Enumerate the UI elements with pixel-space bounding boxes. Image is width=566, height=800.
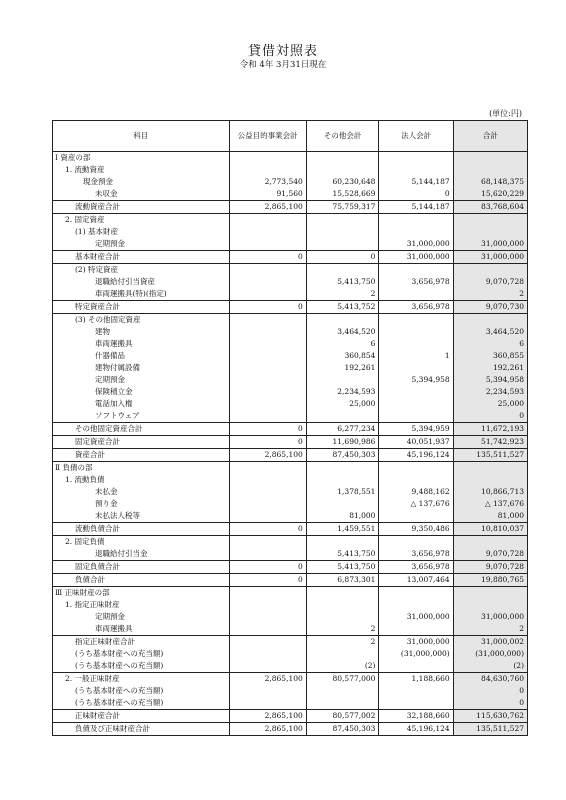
cell-public-purpose <box>229 362 306 374</box>
row-label: 建物 <box>53 326 230 338</box>
cell-public-purpose: 2,865,100 <box>229 710 306 723</box>
cell-corporate: 3,656,978 <box>379 561 453 574</box>
cell-corporate: 32,188,660 <box>379 710 453 723</box>
table-row <box>53 338 528 350</box>
cell-corporate <box>379 288 453 301</box>
cell-public-purpose <box>229 660 306 673</box>
row-label: その他固定資産合計 <box>53 423 230 436</box>
cell-public-purpose: 91,560 <box>229 188 306 201</box>
cell-other: 75,759,317 <box>306 201 379 214</box>
cell-public-purpose: 2,773,540 <box>229 176 306 188</box>
table-row <box>53 301 528 314</box>
cell-other: 80,577,002 <box>306 710 379 723</box>
row-label: 未払金 <box>53 486 230 498</box>
cell-total: 2,234,593 <box>453 386 527 398</box>
cell-total: 6 <box>453 338 527 350</box>
header-public-purpose: 公益目的事業会計 <box>229 121 306 152</box>
cell-total: 360,855 <box>453 350 527 362</box>
cell-total: 0 <box>453 685 527 697</box>
cell-other: 2 <box>306 623 379 636</box>
table-row <box>53 276 528 288</box>
row-label: 定期預金 <box>53 611 230 623</box>
cell-total: 84,630,760 <box>453 673 527 686</box>
cell-corporate <box>379 697 453 710</box>
table-row <box>53 238 528 251</box>
table-row <box>53 314 528 327</box>
cell-corporate: 31,000,000 <box>379 238 453 251</box>
table-row <box>53 386 528 398</box>
table-row <box>53 523 528 536</box>
cell-total: (2) <box>453 660 527 673</box>
row-label: 退職給付引当金 <box>53 548 230 561</box>
row-label: 負債及び正味財産合計 <box>53 723 230 736</box>
cell-corporate <box>379 599 453 611</box>
cell-corporate <box>379 587 453 600</box>
row-label: 電話加入権 <box>53 398 230 410</box>
cell-other <box>306 611 379 623</box>
cell-total: 10,810,037 <box>453 523 527 536</box>
table-row <box>53 398 528 410</box>
cell-total <box>453 587 527 600</box>
cell-corporate <box>379 362 453 374</box>
cell-other <box>306 498 379 510</box>
cell-corporate <box>379 152 453 165</box>
cell-public-purpose <box>229 486 306 498</box>
cell-corporate <box>379 314 453 327</box>
table-row <box>53 685 528 697</box>
cell-public-purpose <box>229 152 306 165</box>
table-row <box>53 611 528 623</box>
table-row <box>53 152 528 165</box>
cell-public-purpose <box>229 338 306 350</box>
table-row <box>53 201 528 214</box>
cell-total: 2 <box>453 623 527 636</box>
row-label: 2. 固定資産 <box>53 214 230 227</box>
row-label: 負債合計 <box>53 574 230 587</box>
cell-other: 60,230,648 <box>306 176 379 188</box>
table-row <box>53 214 528 227</box>
cell-other: 6,873,301 <box>306 574 379 587</box>
row-label: 2. 一般正味財産 <box>53 673 230 686</box>
cell-other <box>306 587 379 600</box>
cell-other: 5,413,750 <box>306 561 379 574</box>
cell-other <box>306 214 379 227</box>
cell-corporate <box>379 326 453 338</box>
cell-corporate: 31,000,000 <box>379 636 453 649</box>
table-row <box>53 623 528 636</box>
cell-public-purpose: 0 <box>229 561 306 574</box>
cell-public-purpose: 0 <box>229 574 306 587</box>
cell-corporate <box>379 164 453 176</box>
cell-other: 3,464,520 <box>306 326 379 338</box>
cell-public-purpose <box>229 398 306 410</box>
page-title: 貸借対照表 <box>247 44 318 59</box>
balance-sheet-table <box>52 120 528 736</box>
cell-total: 0 <box>453 410 527 423</box>
table-row <box>53 561 528 574</box>
cell-other: 80,577,000 <box>306 673 379 686</box>
cell-total: 68,148,375 <box>453 176 527 188</box>
row-label: (うち基本財産への充当額) <box>53 648 230 660</box>
row-label: 預り金 <box>53 498 230 510</box>
cell-total: 115,630,762 <box>453 710 527 723</box>
cell-other <box>306 374 379 386</box>
cell-total: 135,511,527 <box>453 723 527 736</box>
row-label: 固定負債合計 <box>53 561 230 574</box>
cell-other <box>306 226 379 238</box>
cell-corporate <box>379 685 453 697</box>
cell-total: 83,768,604 <box>453 201 527 214</box>
cell-total: 135,511,527 <box>453 449 527 462</box>
cell-public-purpose <box>229 386 306 398</box>
table-row <box>53 374 528 386</box>
row-label: 固定資産合計 <box>53 436 230 449</box>
table-row <box>53 536 528 549</box>
cell-other: (2) <box>306 660 379 673</box>
cell-total <box>453 599 527 611</box>
cell-other <box>306 410 379 423</box>
row-label: 1. 流動資産 <box>53 164 230 176</box>
cell-total <box>453 474 527 486</box>
header-subject: 科目 <box>53 121 230 152</box>
table-row <box>53 462 528 475</box>
row-label: 未払法人税等 <box>53 510 230 523</box>
row-label: 定期預金 <box>53 238 230 251</box>
table-row <box>53 176 528 188</box>
table-row <box>53 636 528 649</box>
unit-label: (単位:円) <box>489 109 522 118</box>
cell-public-purpose: 0 <box>229 301 306 314</box>
cell-total: 31,000,000 <box>453 611 527 623</box>
cell-other <box>306 462 379 475</box>
cell-corporate <box>379 338 453 350</box>
cell-other: 81,000 <box>306 510 379 523</box>
cell-total: 15,620,229 <box>453 188 527 201</box>
cell-total: 0 <box>453 697 527 710</box>
cell-public-purpose: 2,865,100 <box>229 449 306 462</box>
cell-total: 25,000 <box>453 398 527 410</box>
cell-corporate <box>379 623 453 636</box>
cell-public-purpose: 0 <box>229 423 306 436</box>
row-label: 什器備品 <box>53 350 230 362</box>
cell-corporate: 1,188,660 <box>379 673 453 686</box>
cell-corporate <box>379 474 453 486</box>
cell-public-purpose <box>229 474 306 486</box>
cell-total: 2 <box>453 288 527 301</box>
table-row <box>53 251 528 264</box>
table-row <box>53 474 528 486</box>
report-date: 令和 4年 3月31日現在 <box>239 60 327 70</box>
cell-other <box>306 685 379 697</box>
cell-corporate: 13,007,464 <box>379 574 453 587</box>
cell-corporate: 0 <box>379 188 453 201</box>
cell-total: 9,070,728 <box>453 548 527 561</box>
row-label: Ⅰ 資産の部 <box>53 152 230 165</box>
row-label: 車両運搬具 <box>53 623 230 636</box>
row-label: (うち基本財産への充当額) <box>53 685 230 697</box>
cell-public-purpose <box>229 498 306 510</box>
cell-other: 6 <box>306 338 379 350</box>
row-label: 資産合計 <box>53 449 230 462</box>
cell-corporate <box>379 660 453 673</box>
cell-public-purpose <box>229 648 306 660</box>
cell-other <box>306 164 379 176</box>
cell-other: 5,413,752 <box>306 301 379 314</box>
cell-corporate: 31,000,000 <box>379 611 453 623</box>
table-row <box>53 164 528 176</box>
row-label: 退職給付引当資産 <box>53 276 230 288</box>
table-row <box>53 599 528 611</box>
table-row <box>53 423 528 436</box>
cell-public-purpose <box>229 587 306 600</box>
cell-public-purpose <box>229 548 306 561</box>
row-label: (3) その他固定資産 <box>53 314 230 327</box>
cell-corporate: 5,144,187 <box>379 201 453 214</box>
row-label: 正味財産合計 <box>53 710 230 723</box>
cell-corporate <box>379 410 453 423</box>
row-label: (うち基本財産への充当額) <box>53 697 230 710</box>
table-row <box>53 350 528 362</box>
cell-public-purpose: 0 <box>229 251 306 264</box>
cell-total: 11,672,193 <box>453 423 527 436</box>
cell-public-purpose <box>229 611 306 623</box>
table-row <box>53 648 528 660</box>
cell-total <box>453 314 527 327</box>
cell-other: 1,378,551 <box>306 486 379 498</box>
table-row <box>53 673 528 686</box>
table-row <box>53 660 528 673</box>
cell-public-purpose <box>229 536 306 549</box>
table-row <box>53 486 528 498</box>
cell-other <box>306 314 379 327</box>
cell-other <box>306 697 379 710</box>
table-header-row <box>53 121 528 152</box>
cell-other: 87,450,303 <box>306 723 379 736</box>
cell-total: 3,464,520 <box>453 326 527 338</box>
row-label: (うち基本財産への充当額) <box>53 660 230 673</box>
cell-corporate <box>379 226 453 238</box>
row-label: 基本財産合計 <box>53 251 230 264</box>
table-row <box>53 226 528 238</box>
cell-public-purpose <box>229 314 306 327</box>
cell-other: 5,413,750 <box>306 276 379 288</box>
cell-corporate: 1 <box>379 350 453 362</box>
table-row <box>53 510 528 523</box>
cell-corporate <box>379 386 453 398</box>
cell-other: 6,277,234 <box>306 423 379 436</box>
cell-public-purpose <box>229 350 306 362</box>
cell-corporate <box>379 510 453 523</box>
cell-public-purpose <box>229 623 306 636</box>
cell-public-purpose: 0 <box>229 436 306 449</box>
cell-corporate <box>379 264 453 277</box>
cell-corporate: 5,394,958 <box>379 374 453 386</box>
cell-public-purpose <box>229 410 306 423</box>
row-label: 保険積立金 <box>53 386 230 398</box>
cell-total: 81,000 <box>453 510 527 523</box>
cell-other: 11,690,986 <box>306 436 379 449</box>
table-row <box>53 264 528 277</box>
cell-other: 15,528,669 <box>306 188 379 201</box>
cell-other <box>306 152 379 165</box>
cell-other <box>306 648 379 660</box>
cell-public-purpose <box>229 510 306 523</box>
cell-total: (31,000,000) <box>453 648 527 660</box>
cell-public-purpose: 2,865,100 <box>229 673 306 686</box>
cell-other: 2 <box>306 636 379 649</box>
cell-corporate: 9,488,162 <box>379 486 453 498</box>
table-row <box>53 288 528 301</box>
cell-public-purpose <box>229 697 306 710</box>
cell-total: 31,000,000 <box>453 251 527 264</box>
cell-corporate <box>379 398 453 410</box>
cell-public-purpose: 2,865,100 <box>229 723 306 736</box>
cell-public-purpose <box>229 462 306 475</box>
cell-other: 2 <box>306 288 379 301</box>
table-row <box>53 548 528 561</box>
cell-total: 192,261 <box>453 362 527 374</box>
row-label: 流動資産合計 <box>53 201 230 214</box>
cell-other: 87,450,303 <box>306 449 379 462</box>
cell-other: 25,000 <box>306 398 379 410</box>
cell-total <box>453 164 527 176</box>
table-row <box>53 723 528 736</box>
row-label: 1. 指定正味財産 <box>53 599 230 611</box>
cell-corporate <box>379 214 453 227</box>
row-label: (1) 基本財産 <box>53 226 230 238</box>
cell-corporate: 45,196,124 <box>379 449 453 462</box>
row-label: 1. 流動負債 <box>53 474 230 486</box>
cell-total: 5,394,958 <box>453 374 527 386</box>
table-row <box>53 362 528 374</box>
cell-total <box>453 536 527 549</box>
cell-corporate: 3,656,978 <box>379 301 453 314</box>
cell-other <box>306 264 379 277</box>
cell-total: 51,742,923 <box>453 436 527 449</box>
cell-corporate <box>379 462 453 475</box>
cell-public-purpose <box>229 636 306 649</box>
cell-total <box>453 152 527 165</box>
cell-other: 2,234,593 <box>306 386 379 398</box>
table-row <box>53 410 528 423</box>
cell-other: 5,413,750 <box>306 548 379 561</box>
cell-public-purpose <box>229 276 306 288</box>
cell-public-purpose <box>229 226 306 238</box>
cell-public-purpose <box>229 374 306 386</box>
cell-total: 31,000,002 <box>453 636 527 649</box>
cell-public-purpose <box>229 288 306 301</box>
cell-public-purpose <box>229 238 306 251</box>
cell-public-purpose <box>229 264 306 277</box>
cell-public-purpose <box>229 685 306 697</box>
cell-corporate: 3,656,978 <box>379 276 453 288</box>
cell-other <box>306 238 379 251</box>
header-total: 合計 <box>453 121 527 152</box>
row-label: 指定正味財産合計 <box>53 636 230 649</box>
cell-other <box>306 536 379 549</box>
cell-corporate: △ 137,676 <box>379 498 453 510</box>
cell-total: △ 137,676 <box>453 498 527 510</box>
cell-corporate: 45,196,124 <box>379 723 453 736</box>
cell-other: 0 <box>306 251 379 264</box>
cell-total <box>453 264 527 277</box>
row-label: 2. 固定負債 <box>53 536 230 549</box>
row-label: (2) 特定資産 <box>53 264 230 277</box>
cell-total <box>453 462 527 475</box>
table-row <box>53 436 528 449</box>
row-label: 建物付属設備 <box>53 362 230 374</box>
table-row <box>53 498 528 510</box>
table-row <box>53 326 528 338</box>
cell-corporate: 31,000,000 <box>379 251 453 264</box>
cell-corporate: 9,350,486 <box>379 523 453 536</box>
cell-total: 19,880,765 <box>453 574 527 587</box>
table-row <box>53 574 528 587</box>
row-label: 現金預金 <box>53 176 230 188</box>
row-label: 流動負債合計 <box>53 523 230 536</box>
row-label: 未収金 <box>53 188 230 201</box>
cell-total <box>453 226 527 238</box>
cell-corporate: 40,051,937 <box>379 436 453 449</box>
cell-total: 9,070,728 <box>453 561 527 574</box>
row-label: 車両運搬具 <box>53 338 230 350</box>
cell-other: 360,854 <box>306 350 379 362</box>
cell-total: 31,000,000 <box>453 238 527 251</box>
cell-public-purpose <box>229 599 306 611</box>
row-label: Ⅲ 正味財産の部 <box>53 587 230 600</box>
table-row <box>53 188 528 201</box>
table-row <box>53 710 528 723</box>
cell-other: 1,459,551 <box>306 523 379 536</box>
cell-corporate: (31,000,000) <box>379 648 453 660</box>
table-body <box>53 152 528 736</box>
table-row <box>53 697 528 710</box>
cell-corporate: 5,394,959 <box>379 423 453 436</box>
row-label: 特定資産合計 <box>53 301 230 314</box>
cell-total: 10,866,713 <box>453 486 527 498</box>
cell-public-purpose <box>229 164 306 176</box>
cell-total: 9,070,730 <box>453 301 527 314</box>
row-label: 定期預金 <box>53 374 230 386</box>
cell-total: 9,070,728 <box>453 276 527 288</box>
cell-other <box>306 599 379 611</box>
table-row <box>53 449 528 462</box>
row-label: 車両運搬具(特)(指定) <box>53 288 230 301</box>
cell-corporate: 5,144,187 <box>379 176 453 188</box>
cell-public-purpose: 0 <box>229 523 306 536</box>
cell-public-purpose: 2,865,100 <box>229 201 306 214</box>
row-label: ソフトウェア <box>53 410 230 423</box>
cell-other: 192,261 <box>306 362 379 374</box>
cell-total <box>453 214 527 227</box>
cell-public-purpose <box>229 214 306 227</box>
table-row <box>53 587 528 600</box>
cell-corporate: 3,656,978 <box>379 548 453 561</box>
cell-corporate <box>379 536 453 549</box>
header-corporate: 法人会計 <box>379 121 453 152</box>
cell-public-purpose <box>229 326 306 338</box>
header-other: その他会計 <box>306 121 379 152</box>
row-label: Ⅱ 負債の部 <box>53 462 230 475</box>
cell-other <box>306 474 379 486</box>
